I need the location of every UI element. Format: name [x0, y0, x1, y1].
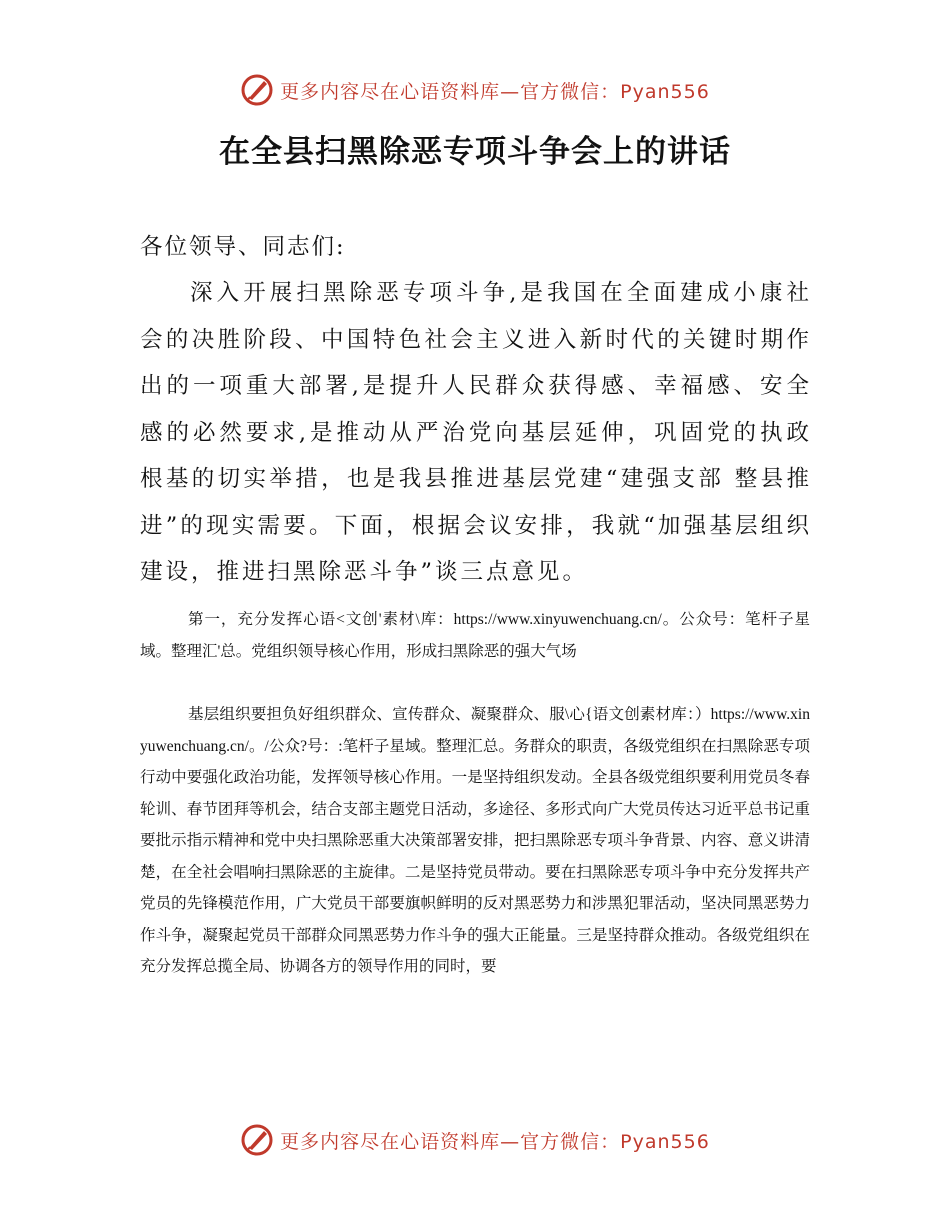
- quill-pen-logo-icon: [240, 73, 274, 107]
- footer-watermark-banner: [0, 1120, 950, 1160]
- section-heading-paragraph: 第一，充分发挥心语<文创'素材\库：https://www.xinyuwenchuang.cn/。公众号：笔杆子星域。整理汇'总。党组织领导核心作用，形成扫黑除恶的强大气场: [140, 611, 810, 660]
- document-title: 在全县扫黑除恶专项斗争会上的讲话: [219, 134, 731, 170]
- watermark-text: 更多内容尽在心语资料库—官方微信：Pyan556: [280, 80, 710, 103]
- quill-pen-logo-icon: [240, 1123, 274, 1157]
- speech-intro-paragraph: 深入开展扫黑除恶专项斗争,是我国在全面建成小康社会的决胜阶段、中国特色社会主义进入新时代的关键时期作出的一项重大部署,是提升人民群众获得感、幸福感、安全感的必然要求,是推动从严治党向基层延伸，巩固党的执政根基的切实举措，也是我县推进基层党建“建强支部 整县推进”的现实需要。下面，根据会议安排，我就“加强基层组织建设，推进扫黑除恶斗争”谈三点意见。: [140, 280, 812, 585]
- body-paragraph: 基层组织要担负好组织群众、宣传群众、凝聚群众、服\心{语文创素材库：）https://www.xinyuwenchuang.cn/。/公众?号：:笔杆子星域。整理汇总。务群众的职责，各级党组织在扫黑除恶专项行动中要强化政治功能，发挥领导核心作用。一是坚持组织发动。全县各级党组织要利用党员冬春轮训、春节团拜等机会，结合支部主题党日活动，多途径、多形式向广大党员传达习近平总书记重要批示指示精神和党中央扫黑除恶重大决策部署安排，把扫黑除恶专项斗争背景、内容、意义讲清楚，在全社会唱响扫黑除恶的主旋律。二是坚持党员带动。要在扫黑除恶专项斗争中充分发挥共产党员的先锋模范作用，广大党员干部要旗帜鲜明的反对黑恶势力和涉黑犯罪活动，坚决同黑恶势力作斗争，凝聚起党员干部群众同黑恶势力作斗争的强大正能量。三是坚持群众推动。各级党组织在充分发挥总揽全局、协调各方的领导作用的同时，要: [140, 706, 810, 975]
- speech-greeting: 各位领导、同志们:: [140, 234, 346, 260]
- watermark-text: 更多内容尽在心语资料库—官方微信：Pyan556: [280, 1130, 710, 1153]
- header-watermark-banner: [0, 70, 950, 110]
